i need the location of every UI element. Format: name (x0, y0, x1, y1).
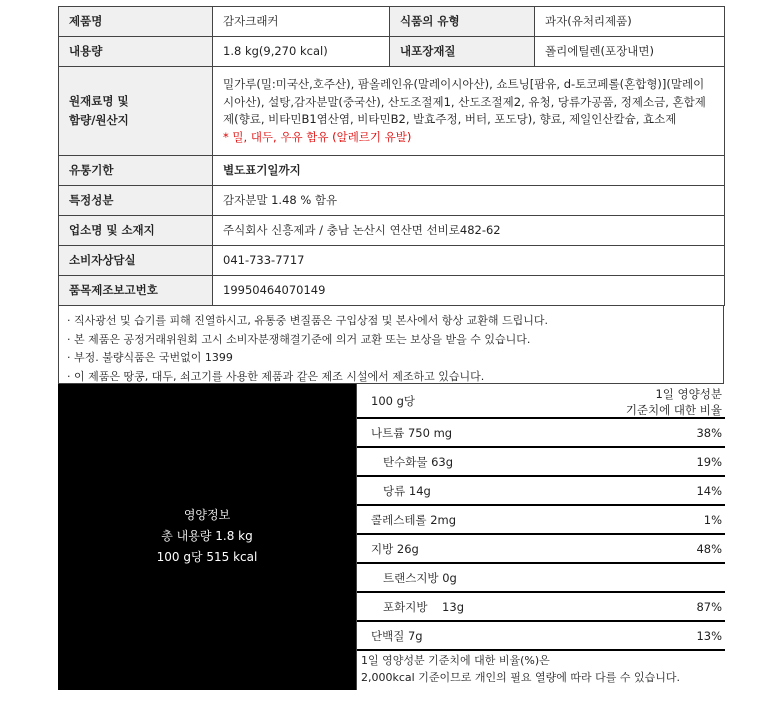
info-row (59, 186, 725, 216)
expiry-label: 유통기한 (59, 156, 213, 186)
expiry-value: 별도표기일까지 (213, 156, 725, 186)
allergy-warning: * 밀, 대두, 우유 함유 (알레르기 유발) (223, 129, 412, 144)
nutrition-facts (58, 384, 724, 690)
notice-line: · 이 제품은 땅콩, 대두, 쇠고기를 사용한 제품과 같은 제조 시설에서 제조하고 있습니다. (67, 369, 485, 383)
ingredients-label-line2: 함량/원산지 (69, 113, 129, 127)
notice-line: · 본 제품은 공정거래위원회 고시 소비자분쟁해결기준에 의거 교환 또는 보상을 받을 수 있습니다. (67, 332, 531, 346)
product-label (58, 6, 724, 690)
nutrient-name: 단백질 7g (371, 628, 423, 643)
nutrient-percent: 87% (696, 599, 722, 614)
special-ingredient-label: 특정성분 (59, 186, 213, 216)
nutrient-percent: 1% (703, 512, 722, 527)
manufacturer-value: 주식회사 신흥제과 / 충남 논산시 연산면 선비로482-62 (213, 216, 725, 246)
nutrition-total-weight: 총 내용량 1.8 kg (161, 529, 253, 543)
info-row (59, 37, 725, 67)
ingredients-row (59, 67, 725, 156)
nutrition-header-daily-line1: 1일 영양성분 (655, 387, 722, 401)
ingredients-value (213, 67, 725, 156)
product-info-table (58, 6, 725, 306)
packaging-label: 내포장재질 (390, 37, 535, 67)
nutrition-header-daily-line2: 기준치에 대한 비율 (625, 403, 722, 417)
product-name-label: 제품명 (59, 7, 213, 37)
nutrient-row-fat (357, 535, 725, 564)
nutrient-name: 포화지방 13g (383, 599, 464, 614)
info-row (59, 216, 725, 246)
special-ingredient-value: 감자분말 1.48 % 함유 (213, 186, 725, 216)
nutrient-percent: 19% (696, 454, 722, 469)
ingredients-label-line1: 원재료명 및 (69, 94, 129, 108)
nutrient-row-cholesterol (357, 506, 725, 535)
nutrition-calories: 100 g당 515 kcal (156, 550, 258, 564)
nutrient-percent: 13% (696, 628, 722, 643)
consumer-center-value: 041-733-7717 (213, 246, 725, 276)
notice-line: · 부정. 불량식품은 국번없이 1399 (67, 351, 233, 364)
nutrient-row-trans-fat (357, 564, 725, 593)
net-weight-label: 내용량 (59, 37, 213, 67)
food-type-label: 식품의 유형 (390, 7, 535, 37)
nutrient-row-carbohydrate (357, 448, 725, 477)
info-row (59, 156, 725, 186)
nutrient-row-sodium (357, 419, 725, 448)
nutrition-table (356, 384, 725, 690)
nutrient-row-protein (357, 622, 725, 651)
notice-section (58, 306, 724, 384)
report-number-label: 품목제조보고번호 (59, 276, 213, 306)
nutrient-name: 당류 14g (383, 483, 431, 498)
nutrient-name: 탄수화물 63g (383, 454, 454, 469)
food-type-value: 과자(유처리제품) (535, 7, 725, 37)
ingredients-text: 밀가루(밀:미국산,호주산), 팜올레인유(말레이시아산), 쇼트닝[팜유, d-토코페롤(혼합형)](말레이시아산), 설탕,감자분말(중국산), 산도조절제1, 산도조절제2, 유청, 당류가공품, 정제소금, 혼합제제(향료, 비타민B1염산염, 비타민B2, 발효주정, 버터, 포도당), 향료, 제일인산칼슘, 효소제 (223, 77, 706, 126)
consumer-center-label: 소비자상담실 (59, 246, 213, 276)
nutrient-row-saturated-fat (357, 593, 725, 622)
nutrition-header-per: 100 g당 (371, 393, 416, 408)
nutrient-name: 나트륨 750 mg (371, 425, 453, 440)
nutrition-footnote-line1: 1일 영양성분 기준치에 대한 비율(%)은 (361, 654, 550, 667)
report-number-value: 19950464070149 (213, 276, 725, 306)
info-row (59, 246, 725, 276)
nutrient-name: 콜레스테롤 2mg (371, 512, 457, 527)
nutrition-header-daily (626, 384, 722, 418)
info-row (59, 276, 725, 306)
nutrient-name: 트랜스지방 0g (383, 570, 457, 585)
nutrient-name: 지방 26g (371, 541, 419, 556)
info-row (59, 7, 725, 37)
nutrient-percent: 48% (696, 541, 722, 556)
manufacturer-label: 업소명 및 소재지 (59, 216, 213, 246)
notice-line: · 직사광선 및 습기를 피해 진열하시고, 유통중 변질품은 구입상점 및 본사에서 항상 교환해 드립니다. (67, 314, 548, 327)
nutrition-summary-panel (58, 384, 356, 690)
nutrient-percent: 14% (696, 483, 722, 498)
nutrient-row-sugars (357, 477, 725, 506)
nutrient-percent: 38% (696, 425, 722, 440)
nutrition-footnote (357, 652, 729, 686)
nutrition-header-row (357, 384, 725, 419)
nutrition-footnote-line2: 2,000kcal 기준이므로 개인의 필요 열량에 따라 다를 수 있습니다. (361, 671, 680, 684)
packaging-value: 폴리에틸렌(포장내면) (535, 37, 725, 67)
ingredients-label (59, 67, 213, 156)
nutrition-title: 영양정보 (183, 508, 231, 522)
product-name-value: 감자크래커 (213, 7, 390, 37)
net-weight-value: 1.8 kg(9,270 kcal) (213, 37, 390, 67)
